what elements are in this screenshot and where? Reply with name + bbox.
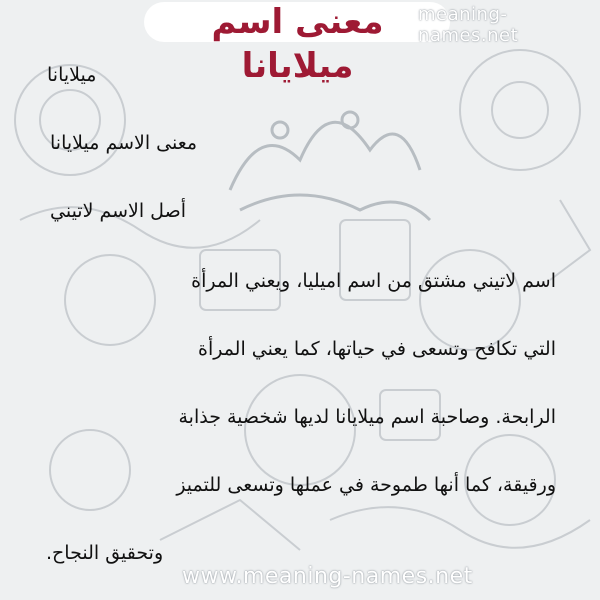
paragraph-line: التي تكافح وتسعى في حياتها، كما يعني المرأة — [197, 338, 556, 360]
site-watermark-top: meaning-names.net — [418, 4, 519, 46]
page-title: معنى اسم ميلايانا — [211, 2, 384, 86]
paragraph-line: ورقيقة، كما أنها طموحة في عملها وتسعى للتميز — [176, 474, 556, 496]
paragraph-line: وتحقيق النجاح. — [46, 542, 164, 564]
meaning-line: معنى الاسم ميلايانا — [50, 132, 198, 154]
paragraph-line: الرابحة. وصاحبة اسم ميلايانا لديها شخصية جذابة — [178, 406, 556, 428]
header-bar — [0, 0, 600, 86]
paragraph-line: اسم لاتيني مشتق من اسم اميليا، ويعني المرأة — [191, 270, 556, 292]
site-watermark-bottom: www.meaning-names.net — [182, 564, 473, 589]
origin-line: أصل الاسم لاتيني — [50, 200, 186, 222]
name-line: ميلايانا — [47, 64, 97, 86]
